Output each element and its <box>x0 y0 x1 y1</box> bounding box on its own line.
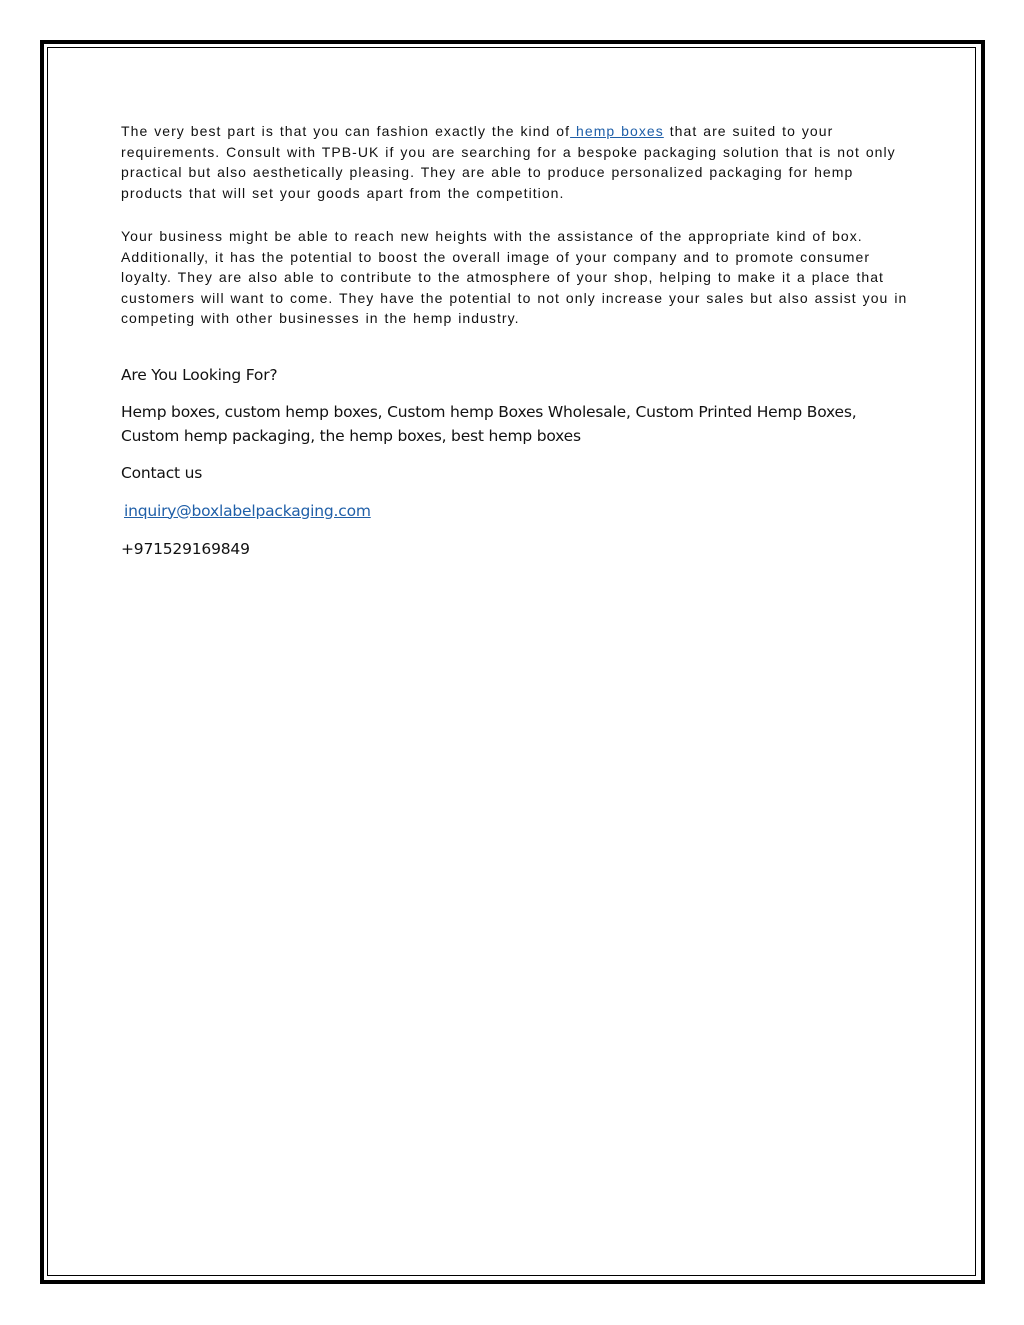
contact-label: Contact us <box>121 463 203 482</box>
email-line <box>121 499 911 523</box>
intro-paragraph <box>121 121 911 203</box>
looking-for-heading: Are You Looking For? <box>121 365 278 384</box>
hemp-boxes-link[interactable]: hemp boxes <box>570 123 664 139</box>
phone-number: +971529169849 <box>121 539 250 558</box>
keywords-list: Hemp boxes, custom hemp boxes, Custom hemp Boxes Wholesale, Custom Printed Hemp Boxes, Custom hemp packaging, the hemp boxes, best hemp boxes <box>121 402 857 445</box>
document-content <box>121 121 911 561</box>
intro-text-start: The very best part is that you can fashion exactly the kind of <box>121 123 571 139</box>
intro-text-end: that are suited to your requirements. Consult with TPB-UK if you are searching for a bespoke packaging solution that is not only practical but also aesthetically pleasing. They are able to produce personalized packaging for hemp products that will set your goods apart from the competition. <box>121 123 896 201</box>
email-link[interactable]: inquiry@boxlabelpackaging.com <box>124 501 371 520</box>
business-paragraph: Your business might be able to reach new heights with the assistance of the appropriate kind of box. Additionally, it has the potential to boost the overall image of your company and to promote consumer loyalty. They are also able to contribute to the atmosphere of your shop, helping to make it a place that customers will want to come. They have the potential to not only increase your sales but also assist you in competing with other businesses in the hemp industry. <box>121 228 908 326</box>
